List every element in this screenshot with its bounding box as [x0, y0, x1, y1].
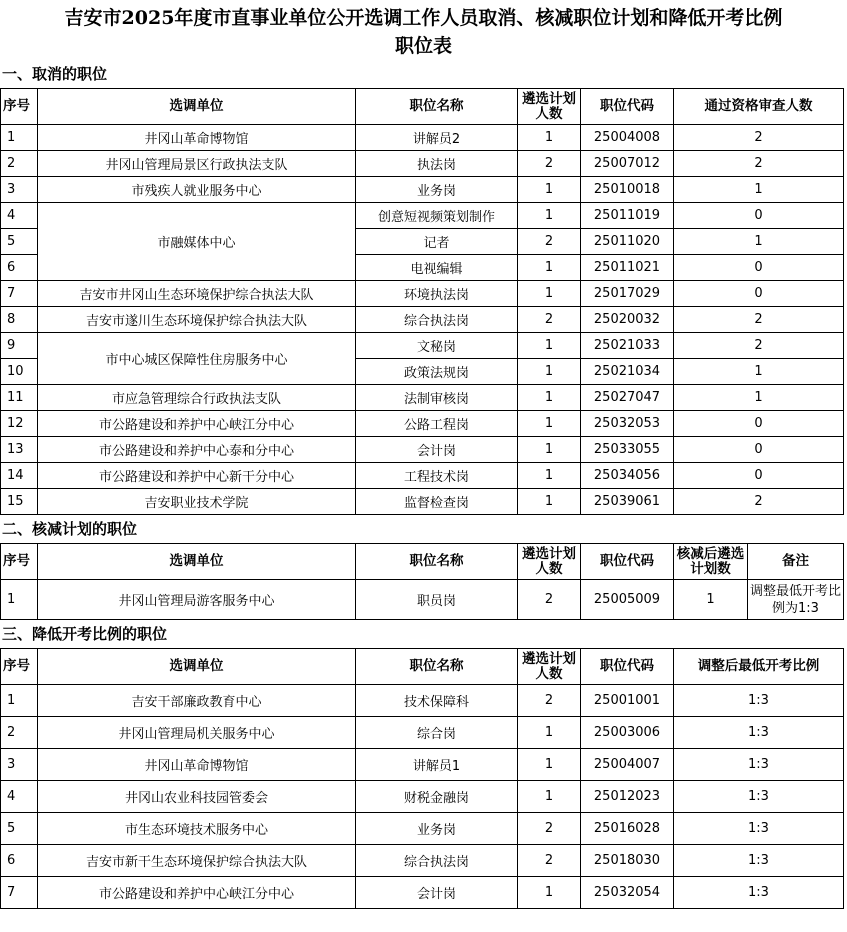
- table-row: [1, 717, 844, 749]
- header-ratio: 调整后最低开考比例: [674, 649, 844, 685]
- cell-position: 电视编辑: [356, 255, 518, 281]
- cell-seq: 3: [1, 177, 38, 203]
- cell-position: 监督检查岗: [356, 489, 518, 515]
- table-row: [1, 489, 844, 515]
- cell-seq: 2: [1, 151, 38, 177]
- table-row: [1, 877, 844, 909]
- cell-position: 讲解员1: [356, 749, 518, 781]
- cell-planned: 2: [518, 229, 581, 255]
- cell-planned: 1: [518, 781, 581, 813]
- cell-unit: 井冈山革命博物馆: [38, 125, 356, 151]
- cell-code: 25017029: [581, 281, 674, 307]
- header-seq: 序号: [1, 544, 38, 580]
- header-unit: 选调单位: [38, 649, 356, 685]
- header-position: 职位名称: [356, 544, 518, 580]
- cell-planned: 2: [518, 845, 581, 877]
- cell-code: 25004008: [581, 125, 674, 151]
- cell-passed: 0: [674, 255, 844, 281]
- cell-code: 25021034: [581, 359, 674, 385]
- cell-planned: 1: [518, 281, 581, 307]
- cell-position: 文秘岗: [356, 333, 518, 359]
- cell-unit: 井冈山农业科技园管委会: [38, 781, 356, 813]
- cell-position: 执法岗: [356, 151, 518, 177]
- cell-unit: 吉安市井冈山生态环境保护综合执法大队: [38, 281, 356, 307]
- cell-seq: 15: [1, 489, 38, 515]
- cell-planned: 1: [518, 333, 581, 359]
- cell-passed: 1: [674, 359, 844, 385]
- cell-position: 会计岗: [356, 437, 518, 463]
- cell-seq: 7: [1, 281, 38, 307]
- cell-unit: 井冈山革命博物馆: [38, 749, 356, 781]
- table-row: [1, 749, 844, 781]
- lowered-ratio-table: [0, 648, 844, 909]
- table-row: [1, 437, 844, 463]
- header-note: 备注: [748, 544, 844, 580]
- cell-position: 财税金融岗: [356, 781, 518, 813]
- table-row: [1, 845, 844, 877]
- header-code: 职位代码: [581, 89, 674, 125]
- cell-unit: 井冈山管理局景区行政执法支队: [38, 151, 356, 177]
- cell-code: 25034056: [581, 463, 674, 489]
- cell-code: 25011021: [581, 255, 674, 281]
- header-planned: 遴选计划人数: [518, 649, 581, 685]
- table-row: [1, 411, 844, 437]
- cell-unit: 市公路建设和养护中心峡江分中心: [38, 877, 356, 909]
- cell-unit: 市中心城区保障性住房服务中心: [38, 333, 356, 385]
- cell-code: 25012023: [581, 781, 674, 813]
- header-code: 职位代码: [581, 544, 674, 580]
- cell-position: 创意短视频策划制作: [356, 203, 518, 229]
- cell-passed: 1: [674, 177, 844, 203]
- cell-code: 25016028: [581, 813, 674, 845]
- section-cancelled-heading: 一、取消的职位: [2, 65, 108, 83]
- cell-seq: 7: [1, 877, 38, 909]
- cell-code: 25033055: [581, 437, 674, 463]
- cell-passed: 0: [674, 463, 844, 489]
- cell-passed: 2: [674, 151, 844, 177]
- title-line-1: 吉安市2025年度市直事业单位公开选调工作人员取消、核减职位计划和降低开考比例: [64, 7, 783, 29]
- cell-code: 25039061: [581, 489, 674, 515]
- header-position: 职位名称: [356, 89, 518, 125]
- cell-code: 25001001: [581, 685, 674, 717]
- table-row: [1, 685, 844, 717]
- cell-planned: 2: [518, 307, 581, 333]
- cell-ratio: 1:3: [674, 813, 844, 845]
- cell-code: 25021033: [581, 333, 674, 359]
- cell-passed: 0: [674, 411, 844, 437]
- cell-passed: 2: [674, 307, 844, 333]
- table-row: [1, 203, 844, 229]
- cell-seq: 1: [1, 685, 38, 717]
- cell-planned: 2: [518, 813, 581, 845]
- cell-seq: 8: [1, 307, 38, 333]
- cell-code: 25020032: [581, 307, 674, 333]
- cell-ratio: 1:3: [674, 845, 844, 877]
- cell-unit: 吉安职业技术学院: [38, 489, 356, 515]
- cell-unit: 市应急管理综合行政执法支队: [38, 385, 356, 411]
- cell-ratio: 1:3: [674, 685, 844, 717]
- cell-seq: 3: [1, 749, 38, 781]
- cell-note: 调整最低开考比例为1:3: [748, 580, 844, 620]
- cell-planned: 1: [518, 177, 581, 203]
- cell-code: 25018030: [581, 845, 674, 877]
- section-reduced-heading: 二、核减计划的职位: [2, 520, 138, 538]
- reduced-plan-table: [0, 543, 844, 620]
- cell-code: 25011019: [581, 203, 674, 229]
- cell-unit: 井冈山管理局机关服务中心: [38, 717, 356, 749]
- cell-passed: 2: [674, 489, 844, 515]
- cell-passed: 0: [674, 203, 844, 229]
- cell-seq: 13: [1, 437, 38, 463]
- cell-planned: 1: [518, 877, 581, 909]
- cell-seq: 11: [1, 385, 38, 411]
- cell-seq: 10: [1, 359, 38, 385]
- cell-planned: 1: [518, 359, 581, 385]
- cell-ratio: 1:3: [674, 877, 844, 909]
- cell-passed: 1: [674, 229, 844, 255]
- cell-position: 职员岗: [356, 580, 518, 620]
- cell-unit: 市公路建设和养护中心新干分中心: [38, 463, 356, 489]
- cell-passed: 0: [674, 437, 844, 463]
- table-row: [1, 177, 844, 203]
- cell-code: 25011020: [581, 229, 674, 255]
- table-row: [1, 781, 844, 813]
- cell-planned: 1: [518, 385, 581, 411]
- cell-ratio: 1:3: [674, 781, 844, 813]
- cell-planned: 1: [518, 717, 581, 749]
- table-row: [1, 463, 844, 489]
- cell-position: 环境执法岗: [356, 281, 518, 307]
- document-title: [0, 0, 847, 60]
- cell-code: 25032054: [581, 877, 674, 909]
- cell-planned: 1: [518, 255, 581, 281]
- cell-code: 25027047: [581, 385, 674, 411]
- cell-unit: 吉安市遂川生态环境保护综合执法大队: [38, 307, 356, 333]
- header-seq: 序号: [1, 89, 38, 125]
- cell-planned: 2: [518, 685, 581, 717]
- cell-position: 会计岗: [356, 877, 518, 909]
- cell-code: 25004007: [581, 749, 674, 781]
- cell-passed: 1: [674, 385, 844, 411]
- cell-position: 记者: [356, 229, 518, 255]
- cell-seq: 5: [1, 813, 38, 845]
- cell-position: 综合执法岗: [356, 845, 518, 877]
- cell-seq: 5: [1, 229, 38, 255]
- cell-unit: 市生态环境技术服务中心: [38, 813, 356, 845]
- cell-position: 法制审核岗: [356, 385, 518, 411]
- cell-passed: 0: [674, 281, 844, 307]
- cell-seq: 9: [1, 333, 38, 359]
- table-row: [1, 333, 844, 359]
- cancelled-positions-table: [0, 88, 844, 515]
- cell-planned: 1: [518, 125, 581, 151]
- table-row: [1, 281, 844, 307]
- cell-planned: 1: [518, 411, 581, 437]
- cell-unit: 吉安市新干生态环境保护综合执法大队: [38, 845, 356, 877]
- cell-seq: 1: [1, 125, 38, 151]
- cell-position: 政策法规岗: [356, 359, 518, 385]
- header-unit: 选调单位: [38, 544, 356, 580]
- header-passed: 通过资格审查人数: [674, 89, 844, 125]
- cell-code: 25003006: [581, 717, 674, 749]
- cell-planned: 2: [518, 151, 581, 177]
- cell-planned: 2: [518, 580, 581, 620]
- table-row: [1, 125, 844, 151]
- table-row: [1, 151, 844, 177]
- cell-position: 综合岗: [356, 717, 518, 749]
- cell-position: 综合执法岗: [356, 307, 518, 333]
- header-unit: 选调单位: [38, 89, 356, 125]
- cell-seq: 2: [1, 717, 38, 749]
- cell-position: 技术保障科: [356, 685, 518, 717]
- cell-position: 讲解员2: [356, 125, 518, 151]
- table-row: [1, 580, 844, 620]
- cell-unit: 井冈山管理局游客服务中心: [38, 580, 356, 620]
- cell-unit: 吉安干部廉政教育中心: [38, 685, 356, 717]
- cell-seq: 6: [1, 255, 38, 281]
- table-row: [1, 385, 844, 411]
- cell-code: 25032053: [581, 411, 674, 437]
- cell-planned: 1: [518, 463, 581, 489]
- cell-passed: 2: [674, 333, 844, 359]
- cell-unit: 市公路建设和养护中心峡江分中心: [38, 411, 356, 437]
- cell-planned: 1: [518, 489, 581, 515]
- cell-seq: 4: [1, 203, 38, 229]
- cell-seq: 4: [1, 781, 38, 813]
- header-position: 职位名称: [356, 649, 518, 685]
- cell-code: 25007012: [581, 151, 674, 177]
- cell-seq: 14: [1, 463, 38, 489]
- cell-seq: 1: [1, 580, 38, 620]
- cell-seq: 6: [1, 845, 38, 877]
- cell-unit: 市融媒体中心: [38, 203, 356, 281]
- header-code: 职位代码: [581, 649, 674, 685]
- header-planned: 遴选计划人数: [518, 544, 581, 580]
- cell-position: 工程技术岗: [356, 463, 518, 489]
- cell-passed: 2: [674, 125, 844, 151]
- cell-code: 25005009: [581, 580, 674, 620]
- cell-seq: 12: [1, 411, 38, 437]
- header-seq: 序号: [1, 649, 38, 685]
- cell-ratio: 1:3: [674, 717, 844, 749]
- cell-ratio: 1:3: [674, 749, 844, 781]
- header-reduced: 核减后遴选计划数: [674, 544, 748, 580]
- title-line-2: 职位表: [394, 35, 452, 57]
- cell-position: 业务岗: [356, 177, 518, 203]
- cell-reduced: 1: [674, 580, 748, 620]
- section-ratio-heading: 三、降低开考比例的职位: [2, 625, 168, 643]
- cell-position: 公路工程岗: [356, 411, 518, 437]
- header-planned: 遴选计划人数: [518, 89, 581, 125]
- cell-code: 25010018: [581, 177, 674, 203]
- cell-planned: 1: [518, 203, 581, 229]
- cell-planned: 1: [518, 437, 581, 463]
- table-row: [1, 307, 844, 333]
- cell-unit: 市残疾人就业服务中心: [38, 177, 356, 203]
- cell-planned: 1: [518, 749, 581, 781]
- table-row: [1, 813, 844, 845]
- cell-unit: 市公路建设和养护中心泰和分中心: [38, 437, 356, 463]
- cell-position: 业务岗: [356, 813, 518, 845]
